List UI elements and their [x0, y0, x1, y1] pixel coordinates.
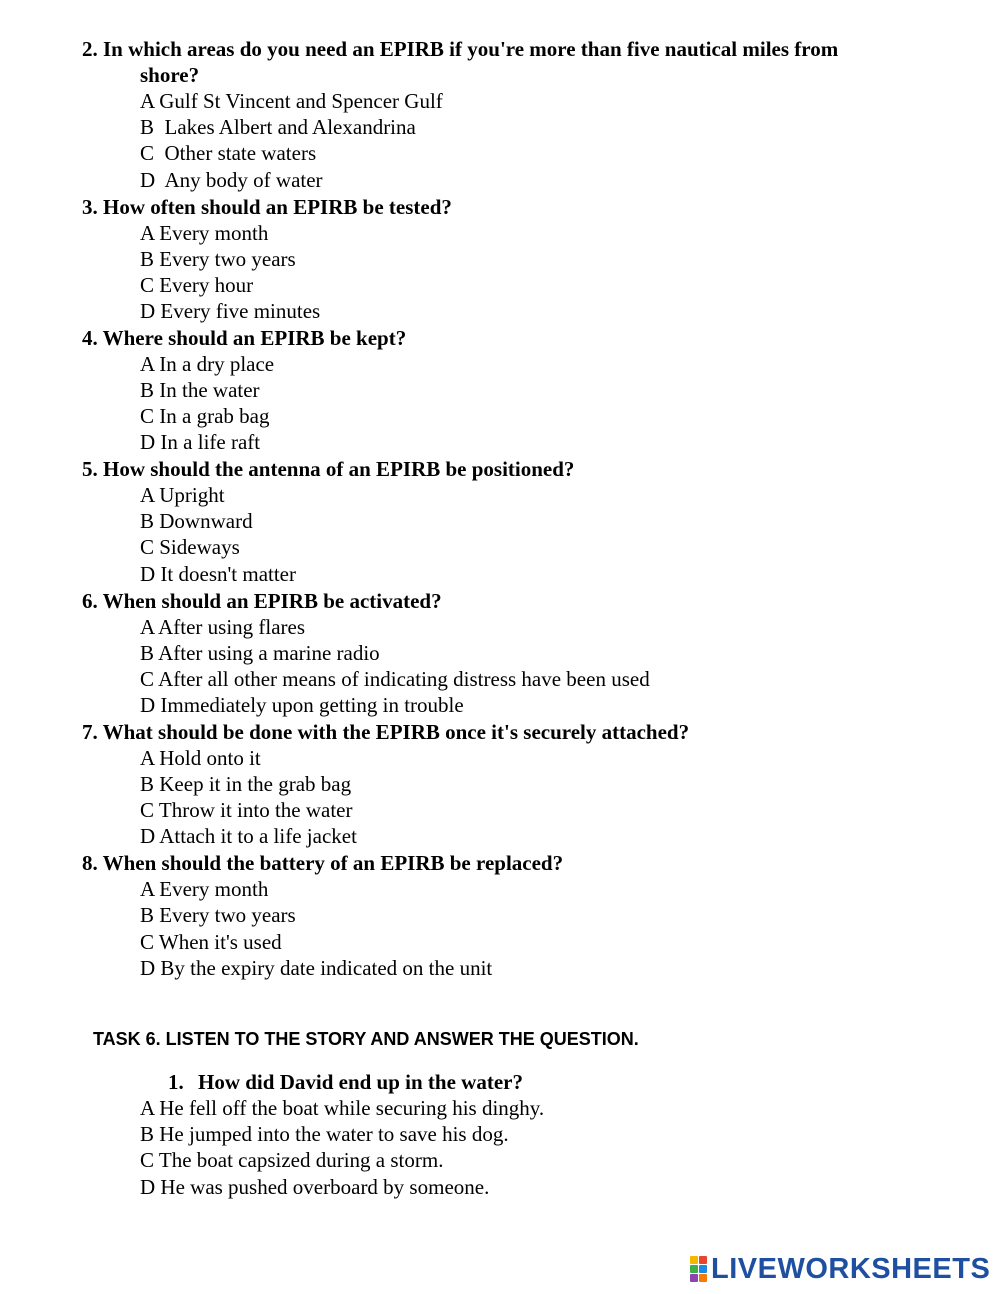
question-6: [82, 588, 922, 614]
liveworksheets-logo: [690, 1253, 990, 1285]
option-c: C Other state waters: [140, 141, 317, 165]
option-b: B Downward: [140, 509, 253, 533]
option-b: B In the water: [140, 378, 260, 402]
option-a: A Every month: [140, 221, 269, 245]
option-c: C Every hour: [140, 273, 254, 297]
option-b: B After using a marine radio: [140, 641, 380, 665]
option-d: D By the expiry date indicated on the unit: [140, 956, 493, 980]
question-text: Where should an EPIRB be kept?: [102, 326, 407, 350]
task-6-option-b: B He jumped into the water to save his dog.: [140, 1122, 509, 1146]
logo-mark-square: [690, 1256, 698, 1264]
question-3: [82, 194, 922, 220]
question-number: 8.: [82, 851, 98, 875]
question-text: How should the antenna of an EPIRB be positioned?: [103, 457, 575, 481]
option-a: A In a dry place: [140, 352, 275, 376]
logo-mark-square: [699, 1265, 707, 1273]
task-6-option-d: D He was pushed overboard by someone.: [140, 1175, 490, 1199]
option-d: D Attach it to a life jacket: [140, 824, 357, 848]
question-number: 3.: [82, 195, 98, 219]
option-a: A Upright: [140, 483, 225, 507]
option-c: C After all other means of indicating distress have been used: [140, 667, 650, 691]
question-2: [82, 36, 922, 88]
question-number: 7.: [82, 720, 98, 744]
question-number: 6.: [82, 589, 98, 613]
question-text: How did David end up in the water?: [198, 1070, 523, 1094]
question-4: [82, 325, 922, 351]
logo-mark-square: [699, 1256, 707, 1264]
question-text: When should the battery of an EPIRB be replaced?: [102, 851, 564, 875]
option-c: C Throw it into the water: [140, 798, 353, 822]
question-text: In which areas do you need an EPIRB if you're more than five nautical miles from: [103, 37, 839, 61]
option-a: A Every month: [140, 877, 269, 901]
question-number: 5.: [82, 457, 98, 481]
logo-text: LIVEWORKSHEETS: [711, 1253, 991, 1285]
question-text: When should an EPIRB be activated?: [102, 589, 442, 613]
question-number: 4.: [82, 326, 98, 350]
option-c: C In a grab bag: [140, 404, 270, 428]
option-b: B Every two years: [140, 247, 296, 271]
option-d: D Any body of water: [140, 168, 323, 192]
option-a: A Gulf St Vincent and Spencer Gulf: [140, 89, 443, 113]
option-d: D It doesn't matter: [140, 562, 296, 586]
question-number: 1.: [168, 1070, 184, 1094]
task-6-option-a: A He fell off the boat while securing his dinghy.: [140, 1096, 545, 1120]
option-b: B Keep it in the grab bag: [140, 772, 352, 796]
option-b: B Every two years: [140, 903, 296, 927]
logo-mark-square: [690, 1265, 698, 1273]
question-text: What should be done with the EPIRB once it's securely attached?: [102, 720, 690, 744]
option-a: A Hold onto it: [140, 746, 261, 770]
logo-mark-square: [699, 1274, 707, 1282]
question-7: [82, 719, 922, 745]
question-5: [82, 456, 922, 482]
question-8: [82, 850, 922, 876]
task-6-heading: TASK 6. LISTEN TO THE STORY AND ANSWER THE QUESTION.: [93, 1029, 639, 1049]
option-d: D Immediately upon getting in trouble: [140, 693, 464, 717]
option-a: A After using flares: [140, 615, 306, 639]
option-d: D In a life raft: [140, 430, 261, 454]
question-text: How often should an EPIRB be tested?: [103, 195, 452, 219]
question-text-continuation: shore?: [140, 63, 200, 87]
liveworksheets-logo-icon: [690, 1256, 707, 1282]
logo-mark-square: [690, 1274, 698, 1282]
option-c: C Sideways: [140, 535, 240, 559]
option-d: D Every five minutes: [140, 299, 321, 323]
task-6-option-c: C The boat capsized during a storm.: [140, 1148, 444, 1172]
option-b: B Lakes Albert and Alexandrina: [140, 115, 416, 139]
question-number: 2.: [82, 37, 98, 61]
option-c: C When it's used: [140, 930, 282, 954]
task-6-question: [168, 1069, 523, 1095]
